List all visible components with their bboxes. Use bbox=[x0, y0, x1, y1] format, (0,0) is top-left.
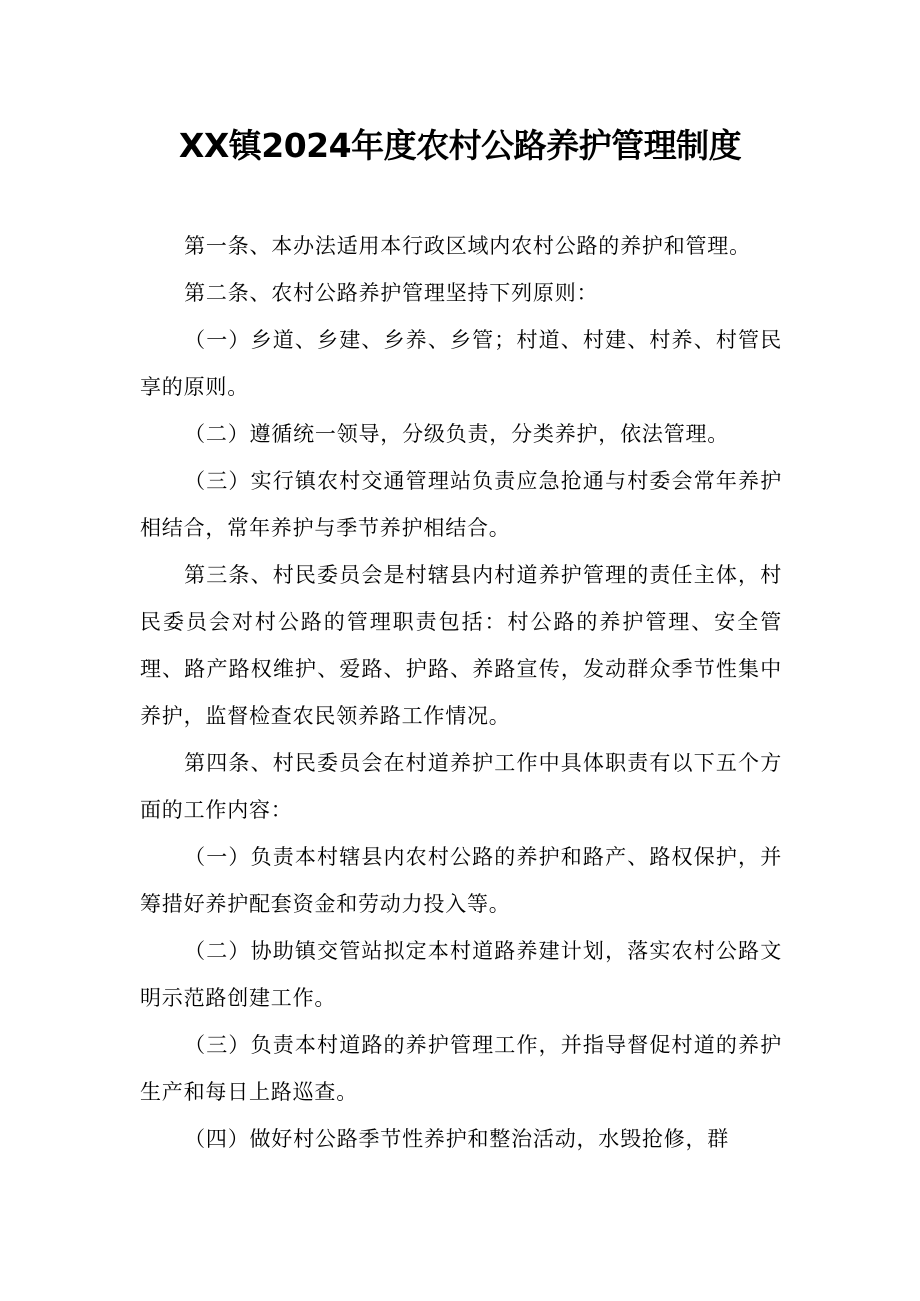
article-2-item-2: （二）遵循统一领导，分级负责，分类养护，依法管理。 bbox=[184, 422, 730, 446]
article-4-item-2: （二）协助镇交管站拟定本村道路养建计划，落实农村公路文明示范路创建工作。 bbox=[140, 939, 782, 1010]
article-4-paragraph: 第四条、村民委员会在村道养护工作中具体职责有以下五个方面的工作内容： bbox=[140, 751, 782, 822]
document-title: XX镇2024年度农村公路养护管理制度 bbox=[178, 126, 742, 165]
article-3-paragraph: 第三条、村民委员会是村辖县内村道养护管理的责任主体，村民委员会对村公路的管理职责包括：村公路的养护管理、安全管理、路产路权维护、爱路、护路、养路宣传，发动群众季节性集中养护，监督检查农民领养路工作情况。 bbox=[140, 563, 782, 728]
article-2-item-3: （三）实行镇农村交通管理站负责应急抢通与村委会常年养护相结合，常年养护与季节养护相结合。 bbox=[140, 469, 782, 540]
article-1-paragraph: 第一条、本办法适用本行政区域内农村公路的养护和管理。 bbox=[184, 234, 751, 258]
article-4-item-3: （三）负责本村道路的养护管理工作，并指导督促村道的养护生产和每日上路巡查。 bbox=[140, 1033, 782, 1104]
article-4-item-4: （四）做好村公路季节性养护和整治活动，水毁抢修，群 bbox=[184, 1127, 730, 1151]
document-body bbox=[140, 223, 782, 1163]
article-2-paragraph: 第二条、农村公路养护管理坚持下列原则： bbox=[184, 281, 599, 305]
article-2-item-1: （一）乡道、乡建、乡养、乡管；村道、村建、村养、村管民享的原则。 bbox=[140, 328, 782, 399]
article-4-item-1: （一）负责本村辖县内农村公路的养护和路产、路权保护，并筹措好养护配套资金和劳动力投入等。 bbox=[140, 845, 782, 916]
